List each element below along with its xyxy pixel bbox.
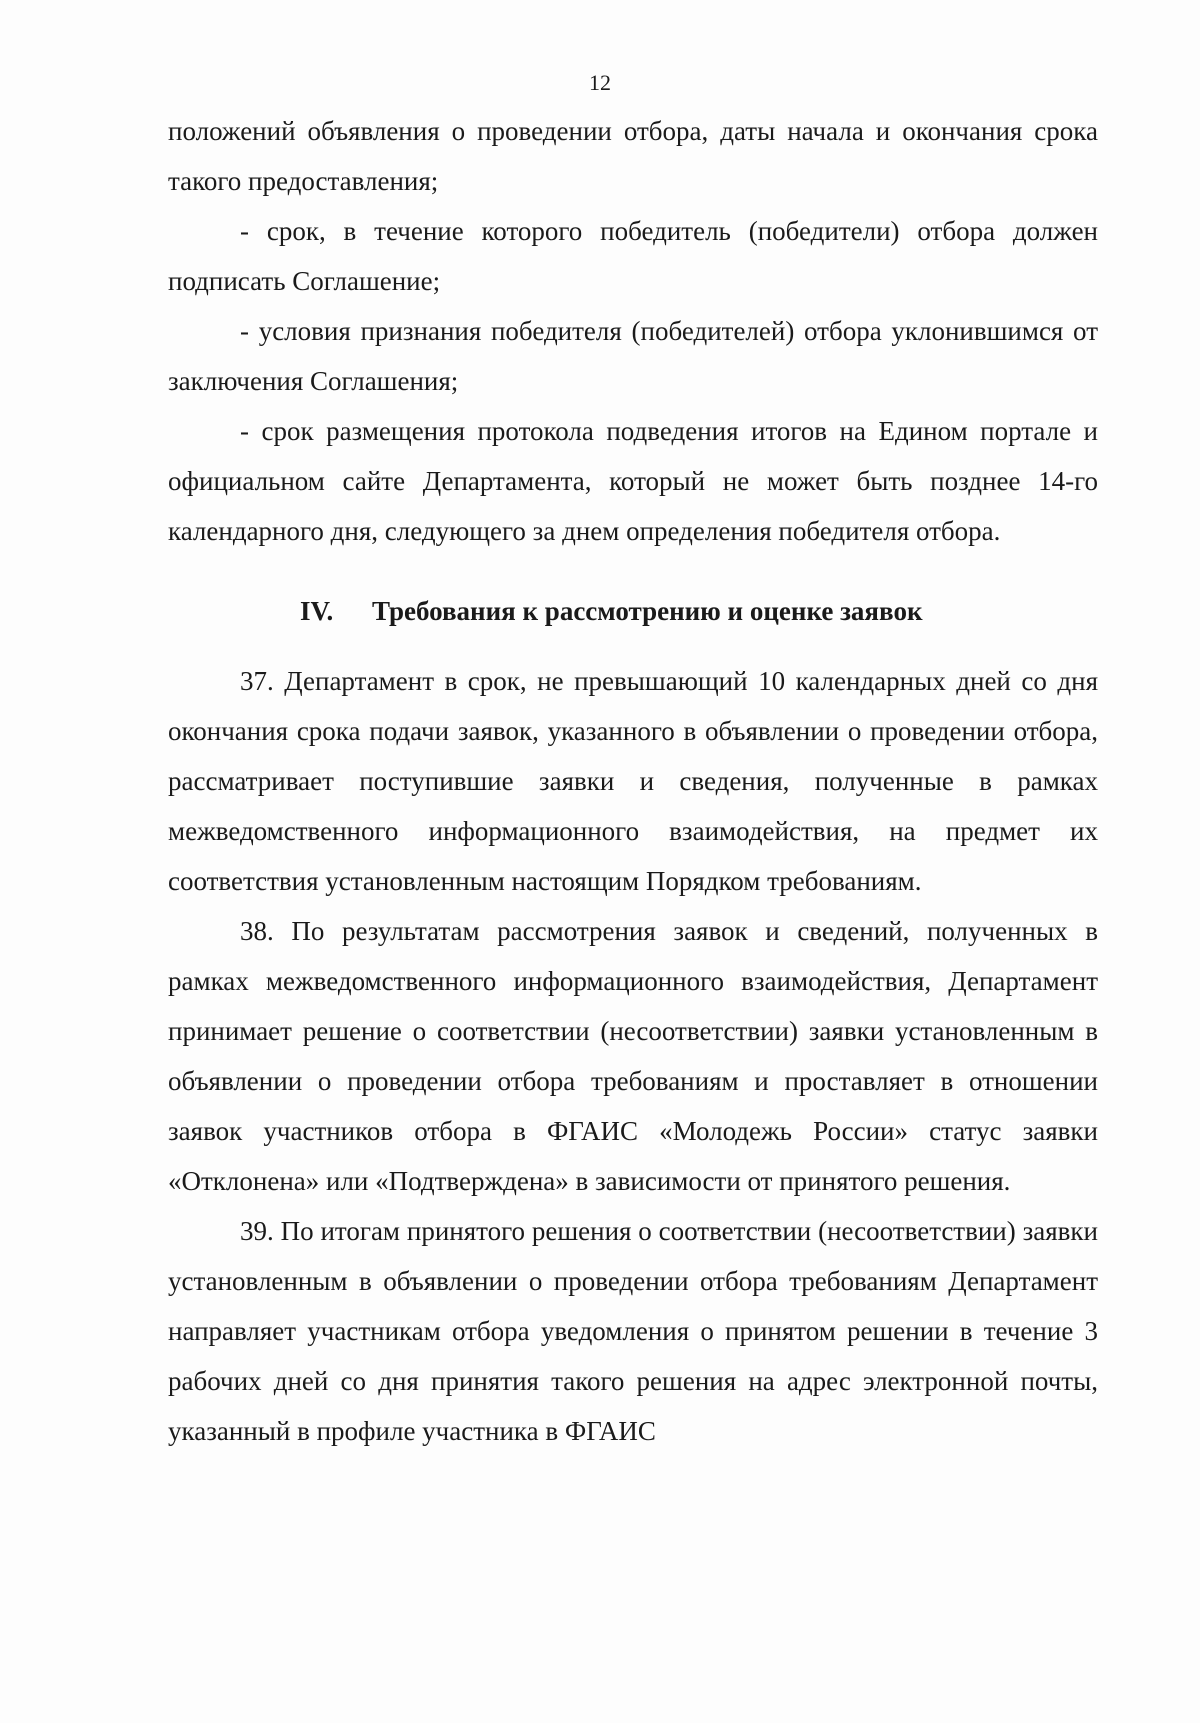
section-title: Требования к рассмотрению и оценке заявок xyxy=(372,596,923,626)
page-number: 12 xyxy=(589,70,611,95)
paragraph: 38. По результатам рассмотрения заявок и сведений, полученных в рамках межведомственного информационного взаимодействия, Департамент принимает решение о соответствии (несоответствии) заявки установленным в объявлении о проведении отбора требованиям и проставляет в отношении заявок участников отбора в ФГАИС «Молодежь России» статус заявки «Отклонена» или «Подтверждена» в зависимости от принятого решения. xyxy=(168,916,1098,1196)
paragraph: - срок, в течение которого победитель (победители) отбора должен подписать Соглашение; xyxy=(168,216,1098,296)
document-body xyxy=(168,106,1098,1456)
paragraph: 39. По итогам принятого решения о соответствии (несоответствии) заявки установленным в объявлении о проведении отбора требованиям Департамент направляет участникам отбора уведомления о принятом решении в течение 3 рабочих дней со дня принятия такого решения на адрес электронной почты, указанный в профиле участника в ФГАИС xyxy=(168,1216,1098,1446)
paragraph: 37. Департамент в срок, не превышающий 10 календарных дней со дня окончания срока подачи заявок, указанного в объявлении о проведении отбора, рассматривает поступившие заявки и сведения, полученные в рамках межведомственного информационного взаимодействия, на предмет их соответствия установленным настоящим Порядком требованиям. xyxy=(168,666,1098,896)
paragraph: - условия признания победителя (победителей) отбора уклонившимся от заключения Соглашения; xyxy=(168,316,1098,396)
paragraph: - срок размещения протокола подведения итогов на Едином портале и официальном сайте Департамента, который не может быть позднее 14-го календарного дня, следующего за днем определения победителя отбора. xyxy=(168,416,1098,546)
section-number: IV. xyxy=(300,596,334,626)
paragraph: положений объявления о проведении отбора, даты начала и окончания срока такого предоставления; xyxy=(168,116,1098,196)
section-heading xyxy=(168,586,1098,636)
